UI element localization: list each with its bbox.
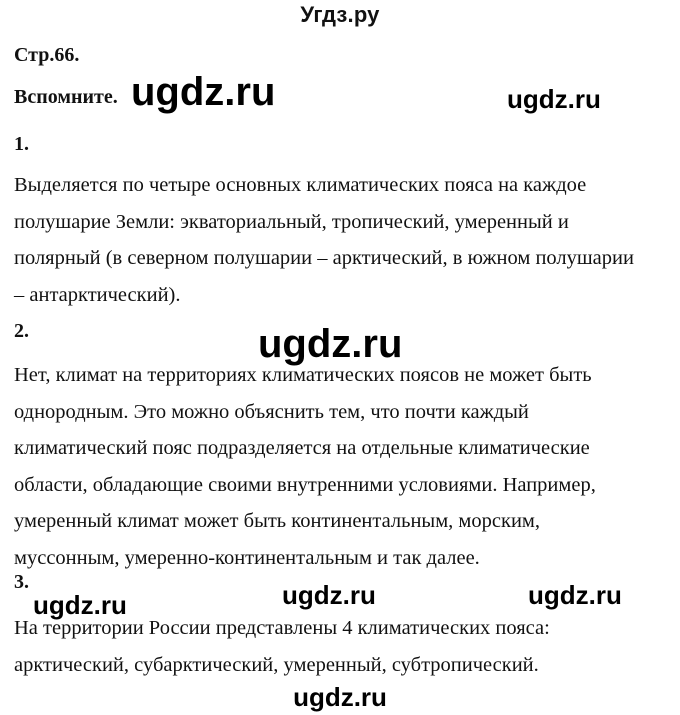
paragraph-line: Нет, климат на территориях климатических поясов не может быть: [14, 364, 592, 386]
paragraph-line: На территории России представлены 4 климатических пояса:: [14, 617, 550, 639]
site-title[interactable]: Угдз.ру: [300, 2, 380, 27]
item-number: 1.: [14, 133, 29, 155]
paragraph-line: полушарие Земли: экваториальный, тропический, умеренный и: [14, 210, 569, 233]
watermark: ugdz.ru: [293, 682, 387, 712]
paragraph-line: однородным. Это можно объяснить тем, что почти каждый: [14, 400, 529, 423]
watermark: ugdz.ru: [528, 580, 622, 610]
watermark: ugdz.ru: [507, 84, 601, 114]
paragraph-line: муссонным, умеренно-континентальным и так далее.: [14, 546, 480, 569]
paragraph-line: полярный (в северном полушарии – арктический, в южном полушарии: [14, 247, 634, 269]
paragraph-line: климатический пояс подразделяется на отдельные климатические: [14, 437, 590, 459]
paragraph-line: области, обладающие своими внутренними условиями. Например,: [14, 473, 596, 496]
item-number: 3.: [14, 571, 29, 593]
item-paragraph: [14, 610, 550, 683]
paragraph-line: – антарктический).: [14, 283, 181, 306]
watermark: ugdz.ru: [33, 590, 127, 620]
item-number: 2.: [14, 320, 29, 342]
section-heading: Вспомните.: [14, 86, 118, 108]
page-reference: Стр.66.: [14, 44, 80, 66]
watermark: ugdz.ru: [258, 322, 403, 366]
item-paragraph: [14, 357, 596, 576]
paragraph-line: Выделяется по четыре основных климатических пояса на каждое: [14, 174, 587, 196]
watermark: ugdz.ru: [131, 70, 276, 114]
paragraph-line: арктический, субарктический, умеренный, субтропический.: [14, 653, 539, 676]
item-paragraph: [14, 167, 634, 313]
watermark: ugdz.ru: [282, 580, 376, 610]
paragraph-line: умеренный климат может быть континентальным, морским,: [14, 510, 541, 532]
